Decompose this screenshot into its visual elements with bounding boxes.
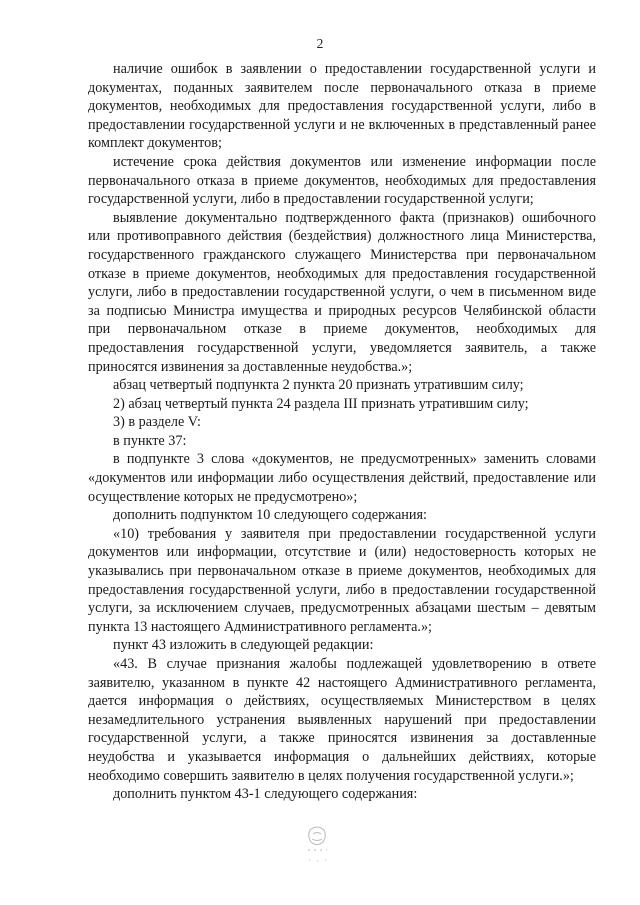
paragraph-add-item-43-1: дополнить пунктом 43-1 следующего содержания: [113, 786, 418, 803]
seal-stamp-mark [300, 820, 334, 868]
paragraph-item-24: 2) абзац четвертый пункта 24 раздела III признать утратившим силу; [113, 395, 529, 412]
document-body [88, 60, 596, 804]
paragraph-errors: наличие ошибок в заявлении о предоставлении государственной услуги и документах, поданных заявителем после первоначального отказа в приеме документов, необходимых для предоставления государственной услуги, либо в предоставлении государственной услуги и не включенных в представленный ранее комплект документов; [88, 61, 596, 152]
paragraph-subitem-3: в подпункте 3 слова «документов, не предусмотренных» заменить словами «документов или информации либо осуществления действий, предоставление или осуществление которых не предусмотрено»; [88, 451, 596, 505]
paragraph-expiry: истечение срока действия документов или изменение информации после первоначального отказа в приеме документов, необходимых для предоставления государственной услуги, либо в предоставлении государственной услуги; [88, 153, 596, 208]
page-number: 2 [316, 36, 324, 51]
paragraph-item-43-text: «43. В случае признания жалобы подлежащей удовлетворению в ответе заявителю, указанном в пункте 42 настоящего Административного регламента, дается информация о действиях, осуществляемых Министерством в целях незамедлительного устранения выявленных нарушений при предоставлении государственной услуги, а также приносятся извинения за доставленные неудобства и указывается информация о дальнейших действиях, которые необходимо совершить заявителю в целях получения государственной услуги.»; [88, 656, 596, 784]
paragraph-add-subitem-10: дополнить подпунктом 10 следующего содержания: [113, 507, 427, 524]
paragraph-subitem-20: абзац четвертый подпункта 2 пункта 20 признать утратившим силу; [113, 377, 524, 394]
paragraph-item-43-intro: пункт 43 изложить в следующей редакции: [113, 637, 374, 654]
paragraph-section-v: 3) в разделе V: [113, 414, 201, 431]
paragraph-subitem-10-text: «10) требования у заявителя при предоставлении государственной услуги документов или информации, отсутствие и (или) недостоверность которых не указывались при первоначальном отказе в приеме документов, необходимых для предоставления государственной услуги, либо в предоставлении государственной услуги, за исключением случаев, предусмотренных абзацами шестым – девятым пункта 13 настоящего Административного регламента.»; [88, 525, 596, 635]
paragraph-item-37: в пункте 37: [113, 432, 187, 449]
paragraph-violation: выявление документально подтвержденного факта (признаков) ошибочного или противоправного действия (бездействия) должностного лица Министерства, государственного гражданского служащего Министерства при первоначальном отказе в приеме документов, необходимых для предоставления государственной услуги, либо в предоставлении государственной услуги, о чем в письменном виде за подписью Министра имущества и природных ресурсов Челябинской области при первоначальном отказе в приеме документов, необходимых для предоставления государственной услуги, уведомляется заявитель, а также приносятся извинения за доставленные неудобства.»; [88, 209, 596, 375]
